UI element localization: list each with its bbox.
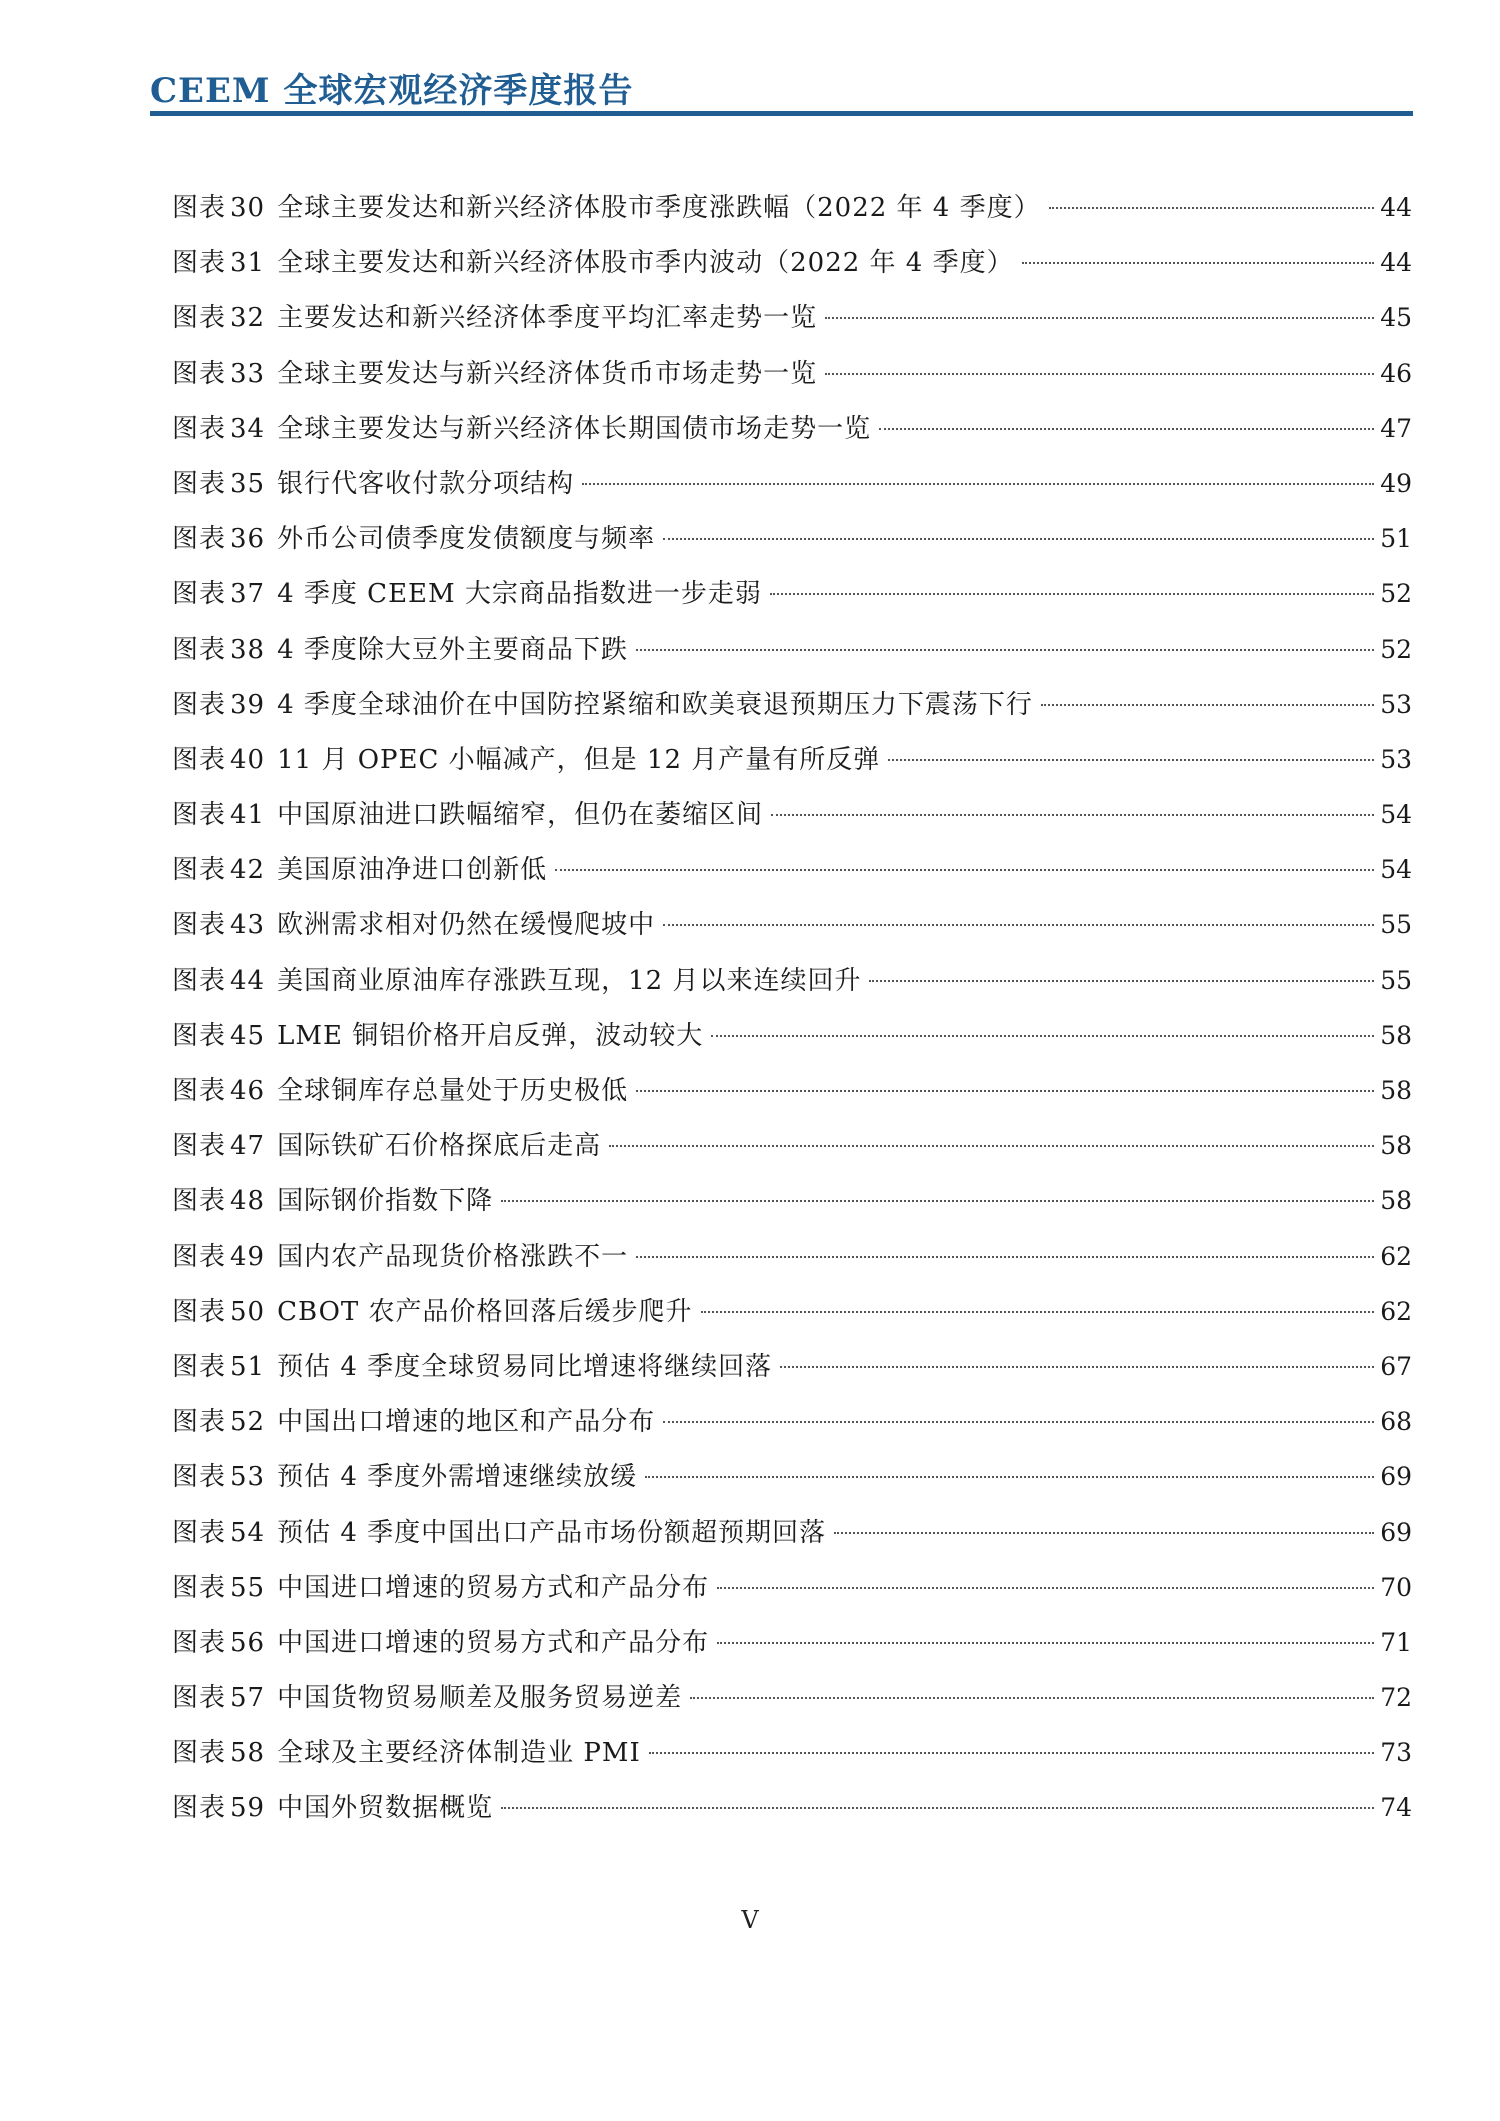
toc-entry[interactable] [172, 953, 1412, 1008]
figure-page-number: 52 [1380, 579, 1412, 609]
figure-number: 41 [230, 800, 266, 831]
toc-entry[interactable] [172, 622, 1412, 677]
dot-leader [825, 373, 1374, 375]
toc-entry[interactable] [172, 290, 1412, 345]
figure-title: 4 季度 CEEM 大宗商品指数进一步走弱 [277, 579, 762, 610]
figure-page-number: 70 [1380, 1572, 1412, 1602]
figure-title: 外币公司债季度发债额度与频率 [277, 524, 656, 555]
figure-page-number: 71 [1380, 1627, 1412, 1657]
figure-label [172, 291, 277, 346]
figure-number: 53 [230, 1462, 266, 1493]
figure-page-number: 49 [1380, 468, 1412, 498]
figure-title: 中国原油进口跌幅缩窄，但仍在萎缩区间 [277, 800, 764, 831]
report-title: CEEM 全球宏观经济季度报告 [150, 71, 634, 111]
figure-number: 46 [230, 1076, 266, 1106]
dot-leader [636, 1090, 1374, 1092]
figure-page-number: 54 [1380, 800, 1412, 830]
figure-label-prefix: 图表 [172, 1296, 227, 1327]
dot-leader [1049, 207, 1375, 209]
figure-title: 预估 4 季度外需增速继续放缓 [277, 1462, 638, 1493]
figure-label-prefix: 图表 [172, 1076, 227, 1106]
toc-entry[interactable] [172, 1780, 1412, 1835]
figure-label [172, 347, 277, 402]
toc-entry[interactable] [172, 235, 1412, 290]
dot-leader [663, 538, 1374, 540]
dot-leader [1041, 704, 1374, 706]
dot-leader [834, 1532, 1374, 1534]
dot-leader [701, 1311, 1375, 1313]
figure-label [172, 1285, 277, 1340]
figure-number: 31 [230, 248, 266, 279]
figure-list [172, 180, 1412, 1836]
dot-leader [501, 1200, 1374, 1202]
toc-entry[interactable] [172, 842, 1412, 897]
toc-entry[interactable] [172, 1229, 1412, 1284]
dot-leader [888, 759, 1374, 761]
figure-title: 中国进口增速的贸易方式和产品分布 [277, 1572, 710, 1603]
figure-label [172, 1009, 277, 1064]
figure-label-prefix: 图表 [172, 1351, 227, 1382]
figure-title: 预估 4 季度中国出口产品市场份额超预期回落 [277, 1517, 827, 1548]
figure-number: 44 [230, 965, 266, 996]
toc-entry[interactable] [172, 1560, 1412, 1615]
figure-title: 国内农产品现货价格涨跌不一 [277, 1241, 629, 1272]
figure-label [172, 733, 277, 788]
figure-label [172, 623, 277, 678]
figure-label [172, 236, 277, 291]
figure-label-prefix: 图表 [172, 1517, 227, 1548]
toc-entry[interactable] [172, 1670, 1412, 1725]
figure-label-prefix: 图表 [172, 1627, 227, 1658]
figure-label-prefix: 图表 [172, 303, 227, 334]
figure-number: 49 [230, 1241, 266, 1272]
dot-leader [771, 814, 1374, 816]
figure-page-number: 58 [1380, 1020, 1412, 1050]
figure-label-prefix: 图表 [172, 689, 227, 720]
figure-page-number: 45 [1380, 303, 1412, 333]
figure-label-prefix: 图表 [172, 910, 227, 941]
figure-title: 全球主要发达与新兴经济体长期国债市场走势一览 [277, 413, 872, 444]
toc-entry[interactable] [172, 1063, 1412, 1118]
figure-number: 35 [230, 468, 266, 499]
figure-label [172, 181, 277, 236]
figure-label-prefix: 图表 [172, 358, 227, 389]
figure-label [172, 1230, 277, 1285]
figure-label-prefix: 图表 [172, 1572, 227, 1603]
dot-leader [717, 1642, 1374, 1644]
figure-page-number: 62 [1380, 1296, 1412, 1326]
figure-page-number: 69 [1380, 1462, 1412, 1492]
figure-label [172, 678, 277, 733]
figure-number: 58 [230, 1738, 266, 1769]
figure-number: 47 [230, 1131, 266, 1162]
figure-label-prefix: 图表 [172, 1186, 227, 1217]
toc-entry[interactable] [172, 566, 1412, 621]
figure-page-number: 74 [1380, 1793, 1412, 1823]
dot-leader [609, 1145, 1374, 1147]
figure-page-number: 51 [1380, 524, 1412, 554]
figure-label-prefix: 图表 [172, 634, 227, 665]
figure-title: 全球主要发达和新兴经济体股市季内波动（2022 年 4 季度） [277, 248, 1014, 279]
toc-entry[interactable] [172, 1449, 1412, 1504]
figure-title: 4 季度除大豆外主要商品下跌 [277, 634, 628, 665]
figure-number: 38 [230, 634, 266, 665]
figure-title: 欧洲需求相对仍然在缓慢爬坡中 [277, 910, 656, 941]
dot-leader [825, 317, 1374, 319]
figure-page-number: 62 [1380, 1241, 1412, 1271]
figure-label-prefix: 图表 [172, 1793, 227, 1824]
figure-title: 预估 4 季度全球贸易同比增速将继续回落 [277, 1351, 773, 1382]
figure-label-prefix: 图表 [172, 413, 227, 444]
report-header [150, 55, 1412, 117]
figure-page-number: 69 [1380, 1517, 1412, 1547]
figure-title: 中国货物贸易顺差及服务贸易逆差 [277, 1683, 683, 1714]
figure-title: 4 季度全球油价在中国防控紧缩和欧美衰退预期压力下震荡下行 [277, 689, 1033, 720]
toc-entry[interactable] [172, 346, 1412, 401]
toc-entry[interactable] [172, 787, 1412, 842]
toc-entry[interactable] [172, 1008, 1412, 1063]
figure-number: 36 [230, 524, 266, 555]
figure-title: 全球主要发达与新兴经济体货币市场走势一览 [277, 358, 818, 389]
figure-label-prefix: 图表 [172, 193, 227, 223]
dot-leader [690, 1697, 1374, 1699]
figure-number: 39 [230, 689, 266, 720]
figure-label-prefix: 图表 [172, 1462, 227, 1493]
figure-number: 54 [230, 1517, 266, 1548]
figure-page-number: 72 [1380, 1683, 1412, 1713]
figure-label-prefix: 图表 [172, 1407, 227, 1438]
figure-label [172, 1726, 277, 1781]
figure-page-number: 44 [1380, 193, 1412, 222]
figure-number: 30 [230, 193, 266, 223]
figure-title: 银行代客收付款分项结构 [277, 468, 575, 499]
header-divider [150, 111, 1413, 116]
figure-title: 全球铜库存总量处于历史极低 [277, 1076, 629, 1106]
figure-label-prefix: 图表 [172, 468, 227, 499]
figure-page-number: 47 [1380, 413, 1412, 443]
figure-title: CBOT 农产品价格回落后缓步爬升 [277, 1296, 693, 1327]
figure-number: 59 [230, 1793, 266, 1824]
figure-title: LME 铜铝价格开启反弹，波动较大 [277, 1020, 704, 1051]
toc-entry[interactable] [172, 677, 1412, 732]
figure-page-number: 55 [1380, 910, 1412, 940]
figure-label [172, 1119, 277, 1174]
toc-entry[interactable] [172, 897, 1412, 952]
figure-label [172, 1616, 277, 1671]
figure-page-number: 52 [1380, 634, 1412, 664]
figure-label-prefix: 图表 [172, 579, 227, 610]
figure-label [172, 457, 277, 512]
figure-number: 37 [230, 579, 266, 610]
dot-leader [501, 1807, 1374, 1809]
toc-entry[interactable] [172, 180, 1412, 235]
toc-entry[interactable] [172, 1173, 1412, 1228]
toc-entry[interactable] [172, 1284, 1412, 1339]
figure-page-number: 68 [1380, 1407, 1412, 1437]
figure-number: 34 [230, 413, 266, 444]
dot-leader [663, 1421, 1374, 1423]
figure-label [172, 898, 277, 953]
figure-label-prefix: 图表 [172, 1683, 227, 1714]
dot-leader [711, 1035, 1374, 1037]
dot-leader [770, 593, 1374, 595]
toc-entry[interactable] [172, 1339, 1412, 1394]
dot-leader [869, 980, 1374, 982]
figure-title: 全球主要发达和新兴经济体股市季度涨跌幅（2022 年 4 季度） [277, 193, 1041, 223]
figure-page-number: 58 [1380, 1186, 1412, 1216]
toc-entry[interactable] [172, 1615, 1412, 1670]
figure-label-prefix: 图表 [172, 965, 227, 996]
figure-title: 美国商业原油库存涨跌互现，12 月以来连续回升 [277, 965, 862, 996]
figure-number: 40 [230, 744, 266, 775]
toc-entry[interactable] [172, 401, 1412, 456]
figure-label [172, 1395, 277, 1450]
figure-number: 50 [230, 1296, 266, 1327]
figure-title: 主要发达和新兴经济体季度平均汇率走势一览 [277, 303, 818, 334]
figure-page-number: 55 [1380, 965, 1412, 995]
dot-leader [663, 924, 1374, 926]
figure-label [172, 1671, 277, 1726]
figure-page-number: 53 [1380, 744, 1412, 774]
figure-label [172, 843, 277, 898]
figure-label [172, 1340, 277, 1395]
figure-number: 56 [230, 1627, 266, 1658]
figure-label-prefix: 图表 [172, 1131, 227, 1162]
figure-label [172, 788, 277, 843]
toc-entry[interactable] [172, 1725, 1412, 1780]
figure-number: 32 [230, 303, 266, 334]
dot-leader [717, 1587, 1374, 1589]
figure-title: 美国原油净进口创新低 [277, 855, 548, 886]
figure-page-number: 58 [1380, 1076, 1412, 1105]
figure-title: 全球及主要经济体制造业 PMI [277, 1738, 641, 1769]
dot-leader [645, 1476, 1374, 1478]
figure-number: 55 [230, 1572, 266, 1603]
figure-page-number: 58 [1380, 1131, 1412, 1161]
figure-title: 国际钢价指数下降 [277, 1186, 494, 1217]
figure-label [172, 512, 277, 567]
figure-number: 33 [230, 358, 266, 389]
figure-label-prefix: 图表 [172, 1241, 227, 1272]
figure-label [172, 1064, 277, 1119]
toc-entry[interactable] [172, 456, 1412, 511]
figure-label-prefix: 图表 [172, 744, 227, 775]
dot-leader [636, 1256, 1374, 1258]
figure-title: 中国外贸数据概览 [277, 1793, 494, 1824]
figure-title: 国际铁矿石价格探底后走高 [277, 1131, 602, 1162]
toc-entry[interactable] [172, 1505, 1412, 1560]
dot-leader [1022, 262, 1375, 264]
figure-label [172, 1781, 277, 1836]
dot-leader [649, 1752, 1374, 1754]
figure-title: 11 月 OPEC 小幅减产，但是 12 月产量有所反弹 [277, 744, 881, 775]
toc-entry[interactable] [172, 1394, 1412, 1449]
figure-label [172, 1450, 277, 1505]
figure-label-prefix: 图表 [172, 524, 227, 555]
dot-leader [636, 649, 1374, 651]
figure-label [172, 1174, 277, 1229]
figure-label-prefix: 图表 [172, 855, 227, 886]
figure-label [172, 402, 277, 457]
figure-number: 48 [230, 1186, 266, 1217]
figure-label [172, 1506, 277, 1561]
figure-title: 中国进口增速的贸易方式和产品分布 [277, 1627, 710, 1658]
figure-page-number: 54 [1380, 855, 1412, 885]
figure-label-prefix: 图表 [172, 1020, 227, 1051]
figure-number: 45 [230, 1020, 266, 1051]
figure-title: 中国出口增速的地区和产品分布 [277, 1407, 656, 1438]
figure-number: 51 [230, 1351, 266, 1382]
figure-label [172, 954, 277, 1009]
toc-entry[interactable] [172, 732, 1412, 787]
figure-label [172, 567, 277, 622]
figure-page-number: 46 [1380, 358, 1412, 388]
dot-leader [555, 869, 1374, 871]
figure-label-prefix: 图表 [172, 800, 227, 831]
toc-entry[interactable] [172, 1118, 1412, 1173]
figure-label-prefix: 图表 [172, 248, 227, 279]
figure-page-number: 67 [1380, 1351, 1412, 1381]
figure-label-prefix: 图表 [172, 1738, 227, 1769]
figure-page-number: 53 [1380, 689, 1412, 719]
figure-number: 52 [230, 1407, 266, 1438]
figure-number: 57 [230, 1683, 266, 1714]
toc-entry[interactable] [172, 511, 1412, 566]
dot-leader [582, 483, 1374, 485]
figure-number: 42 [230, 855, 266, 886]
dot-leader [780, 1366, 1374, 1368]
figure-number: 43 [230, 910, 266, 941]
dot-leader [879, 428, 1374, 430]
figure-label [172, 1561, 277, 1616]
figure-page-number: 73 [1380, 1738, 1412, 1768]
figure-page-number: 44 [1380, 248, 1412, 278]
page-number: V [741, 1906, 759, 1934]
